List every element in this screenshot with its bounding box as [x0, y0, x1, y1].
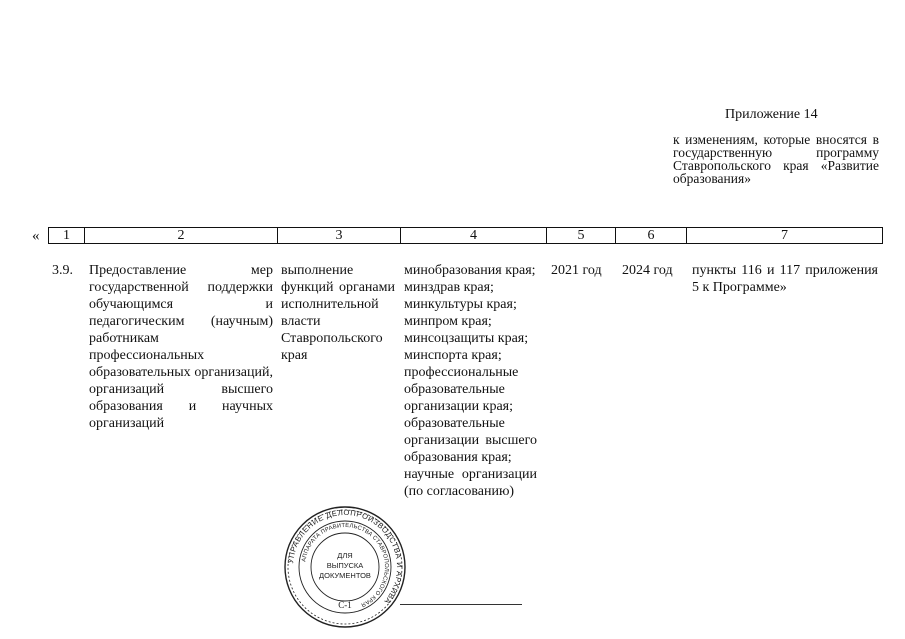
signature-line [400, 604, 522, 605]
row-number: 3.9. [52, 263, 73, 278]
column-number-7: 7 [687, 228, 883, 244]
measure-name: Предоставление мер государственной поддержки обучающимся и педагогическим (научным) работникам профессиональных образовательных организаций, организаций высшего образования и научных организаций [89, 263, 273, 431]
column-number-header [48, 227, 883, 244]
end-year: 2024 год [622, 263, 673, 278]
column-number-2: 2 [85, 228, 278, 244]
executor-item: минпром края; [404, 314, 492, 329]
column-number-4: 4 [401, 228, 547, 244]
executor-item: минсоцзащиты края; [404, 331, 529, 346]
table-open-quote: « [32, 228, 40, 244]
stamp-outer-text: УПРАВЛЕНИЕ ДЕЛОПРОИЗВОДСТВА И АРХИВА [286, 507, 405, 607]
executor-item: образовательные организации высшего образования края; [404, 416, 537, 465]
executor-item: минкультуры края; [404, 297, 517, 312]
column-number-3: 3 [278, 228, 401, 244]
column-number-1: 1 [49, 228, 85, 244]
stamp-inner-text: АППАРАТА ПРАВИТЕЛЬСТВА СТАВРОПОЛЬСКОГО КРАЯ [301, 522, 390, 608]
appendix-title: Приложение 14 [725, 107, 818, 122]
program-link: пункты 116 и 117 приложения 5 к Программе» [692, 263, 878, 295]
appendix-note: к изменениям, которые вносятся в государственную программу Ставропольского края «Развитие образования» [673, 132, 879, 186]
column-number-5: 5 [547, 228, 616, 244]
column-number-6: 6 [616, 228, 687, 244]
executor-item: минздрав края; [404, 280, 494, 295]
official-stamp [283, 505, 407, 629]
executor-item: научные организации (по согласованию) [404, 467, 537, 499]
stamp-center-line: ДОКУМЕНТОВ [319, 571, 371, 580]
start-year: 2021 год [551, 263, 602, 278]
implementation-method: выполнение функций органами исполнительной власти Ставропольского края [281, 263, 395, 363]
executor-item: минобразования края; [404, 263, 536, 278]
stamp-code: С-1 [338, 600, 352, 610]
executor-item: минспорта края; [404, 348, 502, 363]
stamp-center-line: ВЫПУСКА [326, 561, 364, 570]
executors-list [404, 262, 537, 500]
stamp-center-line: ДЛЯ [337, 551, 353, 560]
executor-item: профессиональные образовательные организации края; [404, 365, 519, 414]
